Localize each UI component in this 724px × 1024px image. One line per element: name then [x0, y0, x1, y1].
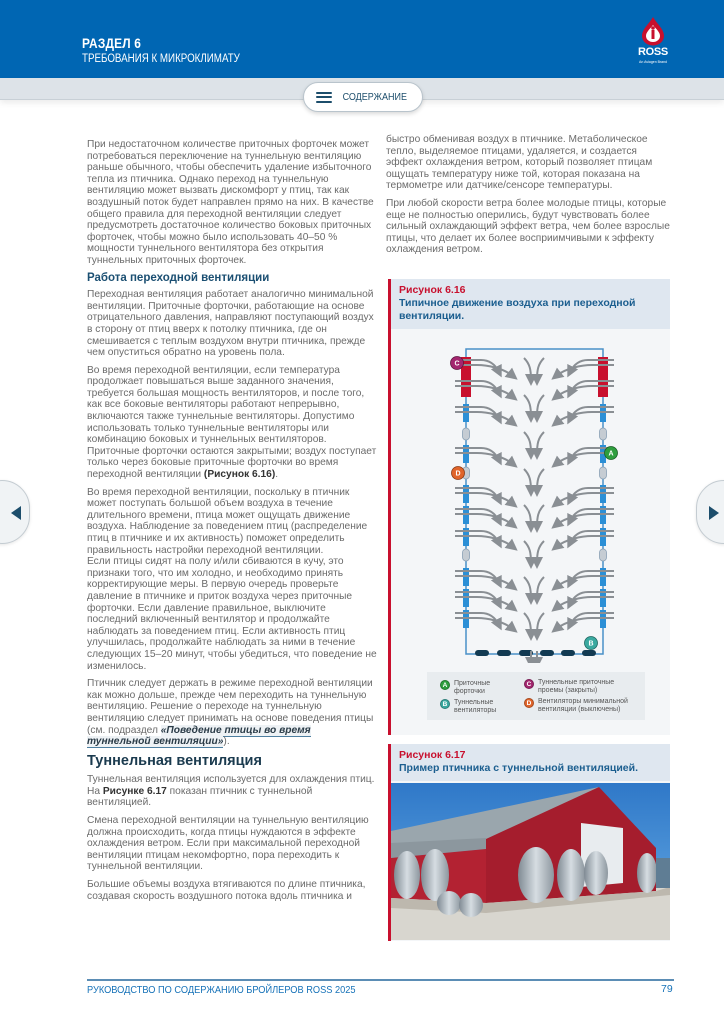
previous-page-button[interactable]	[0, 480, 30, 544]
paragraph: При недостаточном количестве приточных форточек может потребоваться переключение на туннельную вентиляцию раньше обычного, чтобы обеспечить удаление избыточного тепла из птичника. Однако переход на туннельную вентиляцию может вызвать дискомфорт у птиц, так как воздушный поток будет направлен прямо на них. В качестве общего правила для переходной вентиляции следует предусмотреть достаточное количество боковых приточных форточек, чтобы можно было использовать 40–50 % мощности туннельного вентилятора без открытия туннельных приточных форточек.	[87, 139, 374, 266]
toc-label: СОДЕРЖАНИЕ	[342, 91, 407, 103]
hamburger-menu-icon	[316, 92, 332, 103]
figure-6-17	[388, 744, 670, 941]
logo-tagline: An Aviagen Brand	[639, 60, 667, 64]
figure-title: Пример птичника с туннельной вентиляцией.	[399, 762, 638, 774]
legend-label: вентиляции (выключены)	[538, 705, 621, 713]
legend-item-b	[440, 699, 496, 714]
svg-text:D: D	[455, 470, 461, 478]
legend-label: Туннельные	[454, 699, 494, 706]
heading-tunnel-ventilation: Туннельная вентиляция	[87, 752, 262, 769]
figure-caption	[391, 744, 670, 781]
svg-text:C: C	[454, 360, 460, 368]
section-cross-reference-link[interactable]: «Поведение птицы во время туннельной вентиляции»	[87, 724, 311, 748]
right-column	[386, 134, 676, 262]
paragraph	[87, 365, 377, 481]
legend-label: проемы (закрыты)	[538, 686, 598, 694]
subheading-transitional-ventilation: Работа переходной вентиляции	[87, 271, 270, 284]
legend-d-icon: D	[524, 698, 534, 708]
ross-logo	[632, 16, 674, 72]
figure-caption	[391, 279, 670, 329]
legend-item-c	[524, 679, 614, 694]
page-number: 79	[661, 983, 673, 995]
legend-b-icon: B	[440, 699, 450, 709]
legend-a-icon: A	[440, 680, 450, 690]
legend-label: вентиляторы	[454, 706, 497, 714]
paragraph: Переходная вентиляция работает аналогично минимальной вентиляции. Приточные форточки, работающие на основе отрицательного давления, направляют поступающий воздух в сторону от птиц вверх к потолку птичника, где он смешивается с теплым воздухом внутри птичника, прежде чем опуститься обратно на уровень пола.	[87, 289, 374, 359]
paragraph-text: Во время переходной вентиляции, поскольку в птичник может поступать большой объем воздуха в течение длительного времени, птица может ощущать движение воздуха. Наблюдение за поведением птиц (распределение птиц в птичнике и их активность) поможет определить правильность настройки переходной вентиляции.	[87, 486, 368, 556]
svg-text:B: B	[588, 640, 594, 648]
diagram-legend	[427, 672, 645, 720]
section-title: РАЗДЕЛ 6	[82, 35, 141, 51]
paragraph: Если птицы сидят на полу и/или сбиваются в кучу, это признаки того, что им холодно, и необходимо принять корректирующие меры. В первую очередь проверьте давление в птичнике и приток воздуха через приточные форточки. Если давление правильное, выключите последний включенный вентилятор и продолжайте наблюдать за поведением птиц. Если активность птиц улучшилась, продолжайте наблюдать за ними в течение следующих 15–20 минут, чтобы убедиться, что поведение не изменилось.	[87, 556, 377, 672]
paragraph-text: Туннельная вентиляция используется для охлаждения птиц. На	[87, 774, 375, 797]
airflow-diagram	[391, 333, 670, 663]
svg-text:A: A	[608, 450, 614, 458]
poultry-house-photo	[391, 783, 670, 940]
ross-drop-icon	[639, 16, 667, 46]
footer-title: РУКОВОДСТВО ПО СОДЕРЖАНИЮ БРОЙЛЕРОВ ROSS 2025	[87, 984, 356, 996]
legend-label: Туннельные приточные	[538, 679, 615, 686]
chevron-left-icon	[11, 506, 21, 520]
figure-reference[interactable]: (Рисунок 6.16)	[203, 469, 276, 481]
legend-c-icon: C	[524, 679, 534, 689]
legend-item-a	[440, 680, 490, 695]
paragraph: Большие объемы воздуха втягиваются по длине птичника, создавая скорость воздушного потока вдоль птичника и	[87, 879, 366, 902]
paragraph-text: показан птичник с туннельной вентиляцией.	[87, 785, 313, 809]
legend-item-d	[524, 698, 628, 713]
paragraph	[87, 487, 377, 557]
paragraph	[87, 774, 377, 809]
figure-number: Рисунок 6.16	[399, 284, 466, 296]
paragraph-text: ).	[223, 736, 230, 748]
figure-reference[interactable]: Рисунке 6.17	[102, 785, 167, 797]
chevron-right-icon	[709, 506, 719, 520]
figure-number: Рисунок 6.17	[399, 749, 466, 761]
figure-title: Типичное движение воздуха при переходной вентиляции.	[399, 297, 636, 322]
legend-label: Вентиляторы минимальной	[538, 698, 628, 705]
next-page-button[interactable]	[696, 480, 724, 544]
footer-divider	[87, 979, 674, 981]
left-column	[87, 139, 377, 908]
paragraph-text: .	[275, 469, 279, 481]
paragraph-text: Во время переходной вентиляции, если температура продолжает повышаться выше заданного значения, требуется большая мощность вентиляторов, и после того, как все боковые вентиляторы работают непрерывно, включаются также туннельные вентиляторы. Допустимо использовать только туннельные вентиляторы или комбинацию боковых и туннельных вентиляторов. Приточные форточки остаются закрытыми; воздух поступает только через боковые приточные форточки во время переходной вентиляции	[87, 364, 377, 481]
paragraph	[87, 678, 377, 748]
section-subtitle: ТРЕБОВАНИЯ К МИКРОКЛИМАТУ	[82, 53, 240, 65]
logo-brand: ROSS	[638, 46, 668, 58]
table-of-contents-button[interactable]	[303, 82, 423, 112]
legend-label: форточки	[454, 687, 485, 695]
page-header	[0, 0, 724, 78]
paragraph: быстро обменивая воздух в птичнике. Метаболическое тепло, выделяемое птицами, удаляется, и создается эффект охлаждения ветром, который позволяет птицам ощущать температуру ниже той, которая показана на термометре или датчике/сенсоре температуры.	[386, 134, 653, 192]
paragraph: Смена переходной вентиляции на туннельную вентиляцию должна происходить, когда птицы нуждаются в эффекте охлаждения ветром. Если при максимальной переходной вентиляции птицам некомфортно, пора переходить к туннельной вентиляции.	[87, 815, 369, 873]
figure-6-16	[388, 279, 670, 735]
paragraph-text: Птичник следует держать в режиме переходной вентиляции как можно дольше, прежде чем переходить на туннельную вентиляцию. Решение о переходе на туннельную вентиляцию следует принимать на основе поведения птицы (см. подраздел	[87, 678, 374, 736]
paragraph: При любой скорости ветра более молодые птицы, которые еще не полностью оперились, будут чувствовать более сильный охлаждающий эффект ветра, чем более взрослые птицы, что делает их более восприимчивыми к эффекту охлаждения ветром.	[386, 197, 670, 256]
legend-label: Приточные	[454, 680, 491, 687]
